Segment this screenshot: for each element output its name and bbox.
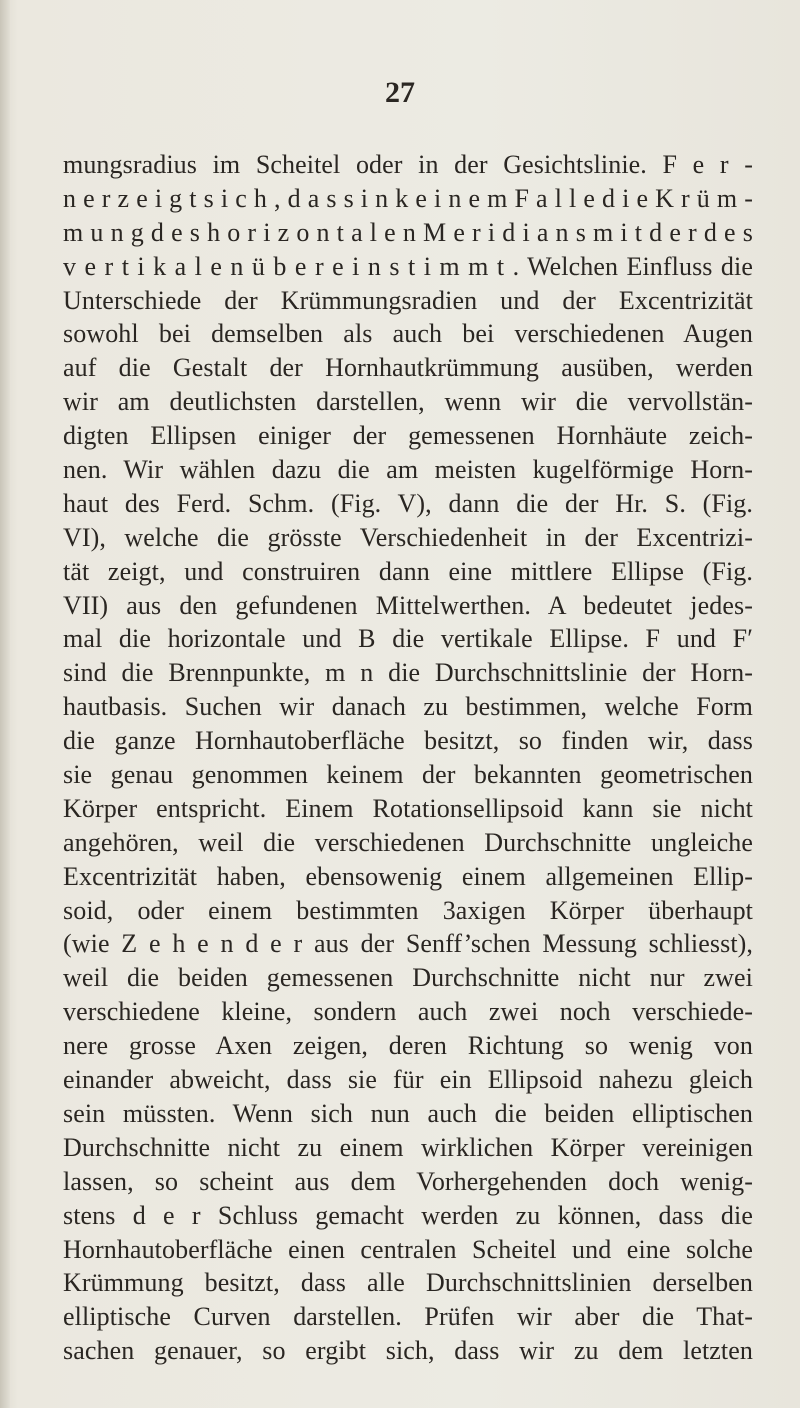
text-line: soid, oder einem bestimmten 3axigen Körper überhaupt xyxy=(63,895,753,925)
page-number: 27 xyxy=(385,76,415,109)
text-line: sachen genauer, so ergibt sich, dass wir zu dem letzten xyxy=(63,1336,753,1366)
text-line: sie genau genommen keinem der bekannten geometrischen xyxy=(63,760,753,790)
text-line: Durchschnitte nicht zu einem wirklichen Körper vereinigen xyxy=(63,1132,753,1162)
text-line: mungsradius im Scheitel oder in der Gesichtslinie. F e r - xyxy=(63,150,753,179)
text-line: einander abweicht, dass sie für ein Ellipsoid nahezu gleich xyxy=(63,1065,753,1095)
text-line: wir am deutlichsten darstellen, wenn wir die vervollstän- xyxy=(63,387,753,417)
text-line: nere grosse Axen zeigen, deren Richtung so wenig von xyxy=(63,1031,753,1061)
text-line: n e r z e i g t s i c h , d a s s i n k e i n e m F a l l e d i e K r ü m - xyxy=(63,183,753,213)
text-line: mal die horizontale und B die vertikale Ellipse. F und F′ xyxy=(63,624,753,654)
text-line: die ganze Hornhautoberfläche besitzt, so finden wir, dass xyxy=(63,726,753,756)
text-line: lassen, so scheint aus dem Vorhergehenden doch wenig- xyxy=(63,1166,753,1196)
text-line: haut des Ferd. Schm. (Fig. V), dann die der Hr. S. (Fig. xyxy=(63,488,753,518)
body-text xyxy=(63,148,753,1368)
text-line: VI), welche die grösste Verschiedenheit in der Excentrizi- xyxy=(63,522,753,552)
text-line: (wie Z e h e n d e r aus der Senff’schen Messung schliesst), xyxy=(63,929,753,959)
text-line: auf die Gestalt der Hornhautkrümmung ausüben, werden xyxy=(63,353,753,383)
text-line: Hornhautoberfläche einen centralen Scheitel und eine solche xyxy=(63,1234,753,1264)
text-line: angehören, weil die verschiedenen Durchschnitte ungleiche xyxy=(63,827,753,857)
text-line: Krümmung besitzt, dass alle Durchschnittslinien derselben xyxy=(63,1268,753,1298)
text-line: elliptische Curven darstellen. Prüfen wir aber die That- xyxy=(63,1302,753,1332)
text-line: digten Ellipsen einiger der gemessenen Hornhäute zeich- xyxy=(63,421,753,451)
text-line: verschiedene kleine, sondern auch zwei noch verschiede- xyxy=(63,997,753,1027)
text-line: Excentrizität haben, ebensowenig einem allgemeinen Ellip- xyxy=(63,861,753,891)
text-line: hautbasis. Suchen wir danach zu bestimmen, welche Form xyxy=(63,692,753,722)
text-line: v e r t i k a l e n ü b e r e i n s t i m m t . Welchen Einfluss die xyxy=(63,251,753,281)
text-line: m u n g d e s h o r i z o n t a l e n M e r i d i a n s m i t d e r d e s xyxy=(63,217,753,247)
text-line: sowohl bei demselben als auch bei verschiedenen Augen xyxy=(63,319,753,349)
text-line: nen. Wir wählen dazu die am meisten kugelförmige Horn- xyxy=(63,455,753,485)
page-binding-edge xyxy=(0,0,10,1408)
text-line: Unterschiede der Krümmungsradien und der Excentrizität xyxy=(63,285,753,315)
text-line: tät zeigt, und construiren dann eine mittlere Ellipse (Fig. xyxy=(63,556,753,586)
text-line: weil die beiden gemessenen Durchschnitte nicht nur zwei xyxy=(63,963,753,993)
text-line: stens d e r Schluss gemacht werden zu können, dass die xyxy=(63,1200,753,1230)
text-line: sind die Brennpunkte, m n die Durchschnittslinie der Horn- xyxy=(63,658,753,688)
text-line: sein müssten. Wenn sich nun auch die beiden elliptischen xyxy=(63,1098,753,1128)
text-line: VII) aus den gefundenen Mittelwerthen. A bedeutet jedes- xyxy=(63,590,753,620)
text-line: Körper entspricht. Einem Rotationsellipsoid kann sie nicht xyxy=(63,793,753,823)
